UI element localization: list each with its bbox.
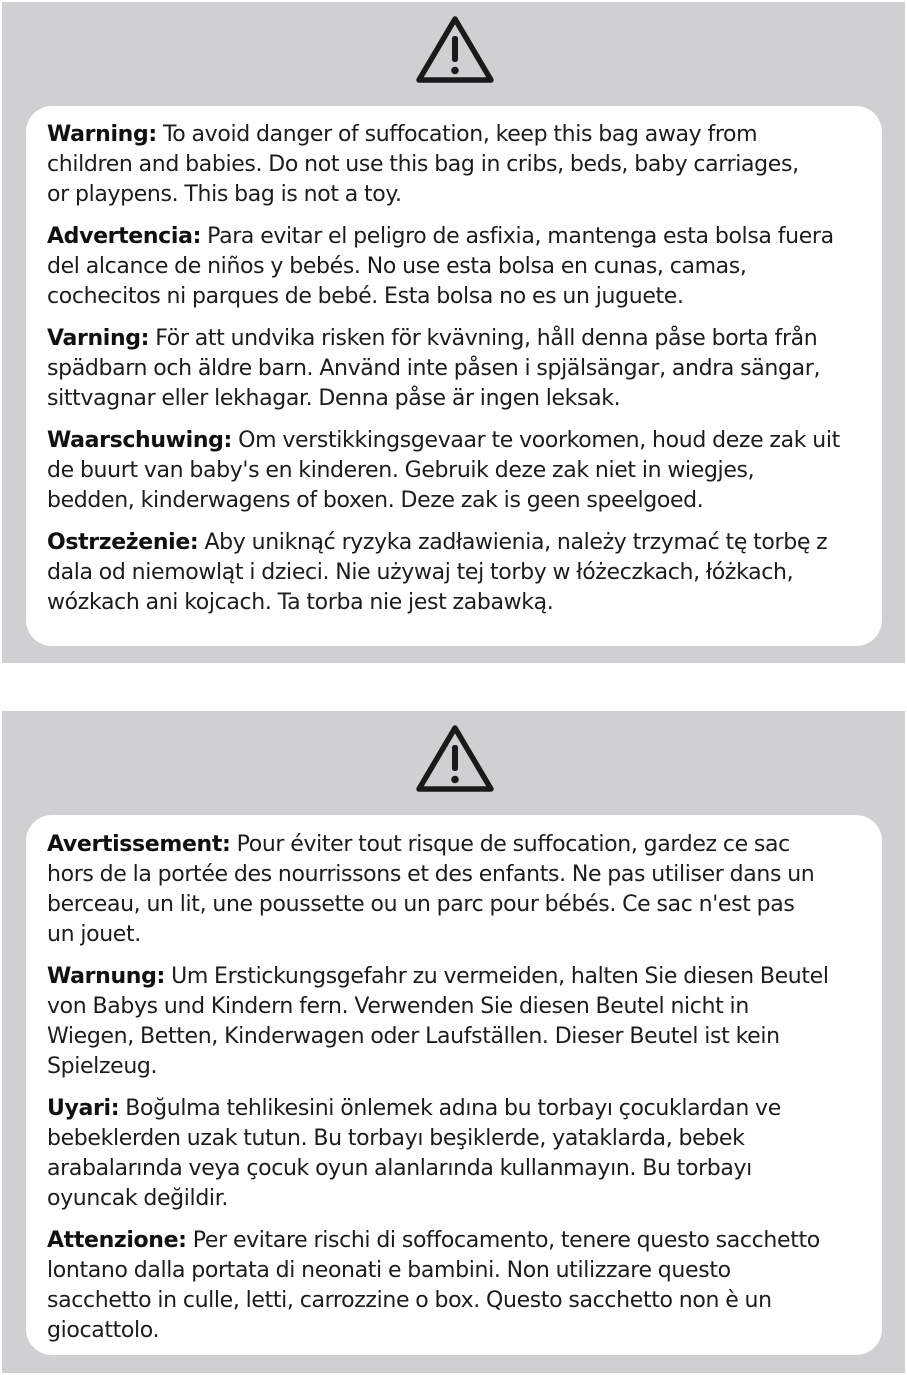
- warning-item-fr: [47, 830, 882, 950]
- warning-panel-1: [2, 2, 905, 663]
- warning-text-line: dala od niemowląt i dzieci. Nie używaj tej torby w łóżeczkach, łóżkach,: [47, 560, 794, 585]
- warning-text-line: Spielzeug.: [47, 1054, 158, 1079]
- warning-label: Varning:: [47, 326, 150, 351]
- warning-text-line: or playpens. This bag is not a toy.: [47, 182, 402, 207]
- warning-item-tr: [47, 1094, 882, 1214]
- warning-item-en: [47, 120, 882, 210]
- warning-text-line: Aby uniknąć ryzyka zadławienia, należy trzymać tę torbę z: [198, 530, 828, 555]
- warning-text-line: children and babies. Do not use this bag in cribs, beds, baby carriages,: [47, 152, 799, 177]
- warning-triangle-icon: [414, 14, 496, 86]
- warning-item-pl: [47, 528, 882, 618]
- warning-text-line: Wiegen, Betten, Kinderwagen oder Laufställen. Dieser Beutel ist kein: [47, 1024, 780, 1049]
- warning-text-line: Um Erstickungsgefahr zu vermeiden, halten Sie diesen Beutel: [164, 964, 829, 989]
- warning-label: Attenzione:: [47, 1228, 187, 1253]
- warning-text-line: För att undvika risken för kvävning, håll denna påse borta från: [149, 326, 818, 351]
- warning-text-card: [26, 106, 882, 646]
- warning-text-line: To avoid danger of suffocation, keep this bag away from: [156, 122, 758, 147]
- warning-triangle-icon: [414, 723, 496, 795]
- warning-text-line: sittvagnar eller lekhagar. Denna påse är ingen leksak.: [47, 386, 621, 411]
- warning-label: Ostrzeżenie:: [47, 530, 199, 555]
- warning-text-card: [26, 815, 882, 1355]
- warning-text-line: de buurt van baby's en kinderen. Gebruik deze zak niet in wiegjes,: [47, 458, 755, 483]
- warning-label: Advertencia:: [47, 224, 202, 249]
- warning-item-de: [47, 962, 882, 1082]
- warning-text-line: Om verstikkingsgevaar te voorkomen, houd deze zak uit: [232, 428, 840, 453]
- warning-text-line: spädbarn och äldre barn. Använd inte påsen i spjälsängar, andra sängar,: [47, 356, 821, 381]
- warning-text-line: cochecitos ni parques de bebé. Esta bolsa no es un juguete.: [47, 284, 684, 309]
- warning-text-line: bebeklerden uzak tutun. Bu torbayı beşiklerde, yataklarda, bebek: [47, 1126, 745, 1151]
- warning-text-line: del alcance de niños y bebés. No use esta bolsa en cunas, camas,: [47, 254, 747, 279]
- warning-item-sv: [47, 324, 882, 414]
- warning-text-line: von Babys und Kindern fern. Verwenden Sie diesen Beutel nicht in: [47, 994, 749, 1019]
- warning-item-nl: [47, 426, 882, 516]
- warning-text-line: Boğulma tehlikesini önlemek adına bu torbayı çocuklardan ve: [119, 1096, 781, 1121]
- warning-label: Avertissement:: [47, 832, 231, 857]
- warning-text-line: giocattolo.: [47, 1318, 160, 1343]
- warning-text-line: oyuncak değildir.: [47, 1186, 229, 1211]
- warning-text-line: Para evitar el peligro de asfixia, mantenga esta bolsa fuera: [201, 224, 834, 249]
- warning-label: Warnung:: [47, 964, 165, 989]
- warning-text-line: berceau, un lit, une poussette ou un parc pour bébés. Ce sac n'est pas: [47, 892, 795, 917]
- warning-text-line: wózkach ani kojcach. Ta torba nie jest zabawką.: [47, 590, 554, 615]
- warning-text-line: hors de la portée des nourrissons et des enfants. Ne pas utiliser dans un: [47, 862, 815, 887]
- warning-panel-2: [2, 711, 905, 1373]
- warning-item-it: [47, 1226, 882, 1346]
- warning-text-line: sacchetto in culle, letti, carrozzine o box. Questo sacchetto non è un: [47, 1288, 772, 1313]
- warning-text-line: arabalarında veya çocuk oyun alanlarında kullanmayın. Bu torbayı: [47, 1156, 752, 1181]
- warning-label: Warning:: [47, 122, 157, 147]
- warning-label: Uyari:: [47, 1096, 120, 1121]
- warning-text-line: lontano dalla portata di neonati e bambini. Non utilizzare questo: [47, 1258, 731, 1283]
- warning-text-line: Pour éviter tout risque de suffocation, gardez ce sac: [230, 832, 790, 857]
- warning-text-line: un jouet.: [47, 922, 141, 947]
- warning-text-line: Per evitare rischi di soffocamento, tenere questo sacchetto: [186, 1228, 820, 1253]
- warning-item-es: [47, 222, 882, 312]
- warning-label: Waarschuwing:: [47, 428, 233, 453]
- warning-text-line: bedden, kinderwagens of boxen. Deze zak is geen speelgoed.: [47, 488, 704, 513]
